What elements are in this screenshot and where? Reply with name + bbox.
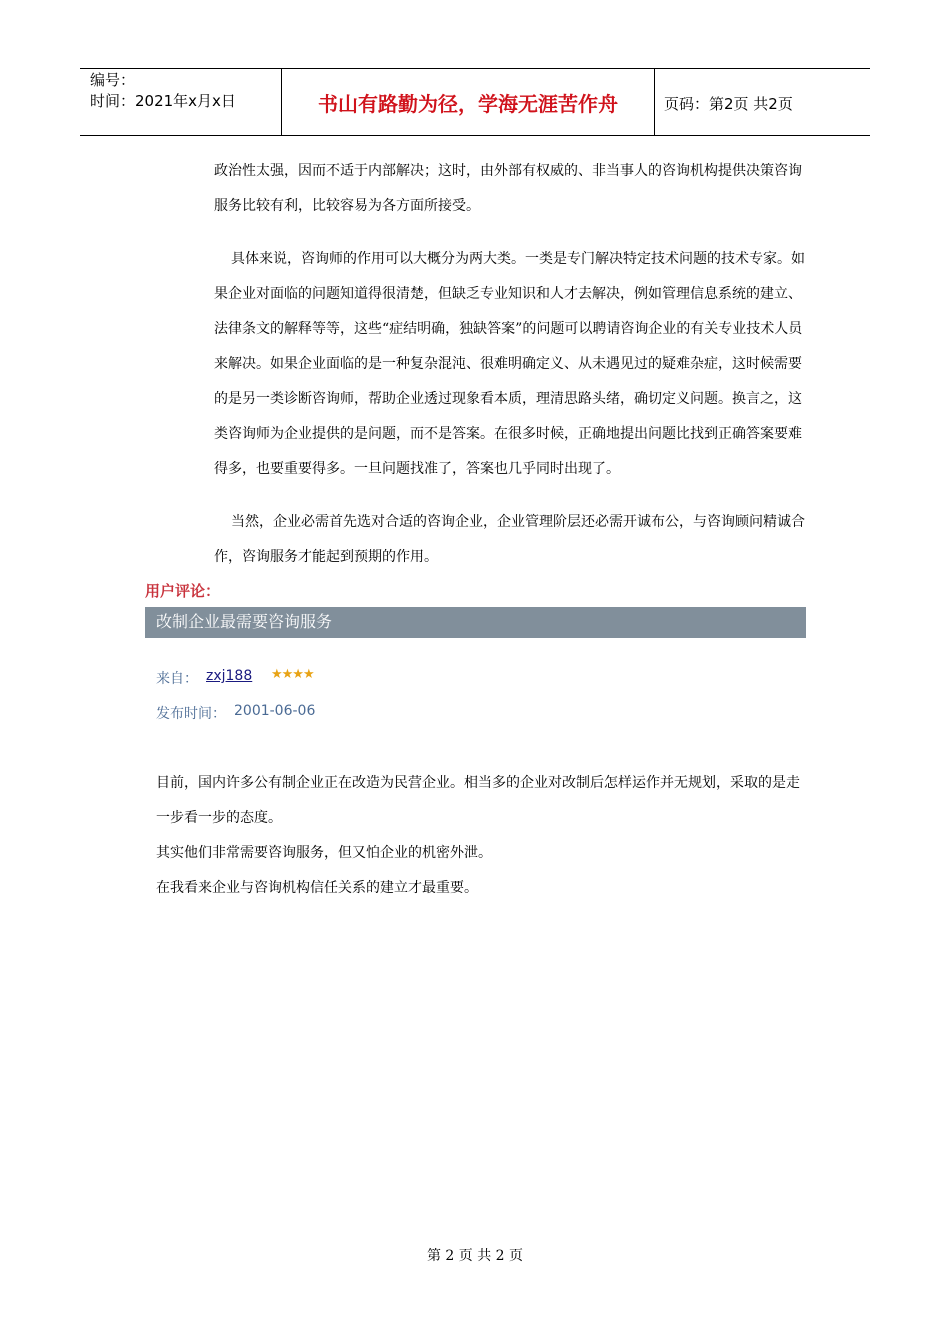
header-divider-right: [654, 68, 655, 135]
header-top-border: [80, 68, 870, 69]
date-label: 时间：2021年x月x日: [90, 92, 236, 110]
header-motto: 书山有路勤为径，学海无涯苦作舟: [318, 92, 618, 116]
page-footer: 第 2 页 共 2 页: [426, 1248, 524, 1264]
comment-from-label: 来自：: [156, 671, 198, 687]
comment-time: 2001-06-06: [234, 703, 316, 719]
comment-body-line: 目前，国内许多公有制企业正在改造为民营企业。相当多的企业对改制后怎样运作并无规划，采取的是走一步看一步的态度。: [156, 775, 800, 826]
comment-title: 改制企业最需要咨询服务: [156, 612, 333, 631]
article-paragraph: 具体来说，咨询师的作用可以大概分为两大类。一类是专门解决特定技术问题的技术专家。如果企业对面临的问题知道得很清楚，但缺乏专业知识和人才去解决，例如管理信息系统的建立、法律条文的解释等等，这些“症结明确，独缺答案”的问题可以聘请咨询企业的有关专业技术人员来解决。如果企业面临的是一种复杂混沌、很难明确定义、从未遇见过的疑难杂症，这时候需要的是另一类诊断咨询师，帮助企业透过现象看本质，理清思路头绪，确切定义问题。换言之，这类咨询师为企业提供的是问题，而不是答案。在很多时候，正确地提出问题比找到正确答案要难得多，也要重要得多。一旦问题找准了，答案也几乎同时出现了。: [214, 251, 805, 477]
comments-heading: 用户评论：: [145, 582, 221, 600]
article-paragraph: 政治性太强，因而不适于内部解决；这时，由外部有权威的、非当事人的咨询机构提供决策咨询服务比较有利，比较容易为各方面所接受。: [214, 163, 802, 214]
header-page-info: 页码：第2页 共2页: [664, 95, 793, 113]
comment-body-line: 其实他们非常需要咨询服务，但又怕企业的机密外泄。: [156, 845, 492, 861]
rating-stars-icon: ★★★★: [271, 667, 314, 682]
comment-body-line: 在我看来企业与咨询机构信任关系的建立才最重要。: [156, 880, 478, 896]
doc-number-label: 编号：: [90, 71, 136, 89]
comment-time-label: 发布时间：: [156, 706, 226, 722]
article-paragraph: 当然，企业必需首先选对合适的咨询企业，企业管理阶层还必需开诚布公，与咨询顾问精诚合作，咨询服务才能起到预期的作用。: [214, 514, 805, 565]
header-bottom-border: [80, 135, 870, 136]
comment-user-link[interactable]: zxj188: [206, 668, 253, 684]
header-meta: [90, 70, 236, 112]
